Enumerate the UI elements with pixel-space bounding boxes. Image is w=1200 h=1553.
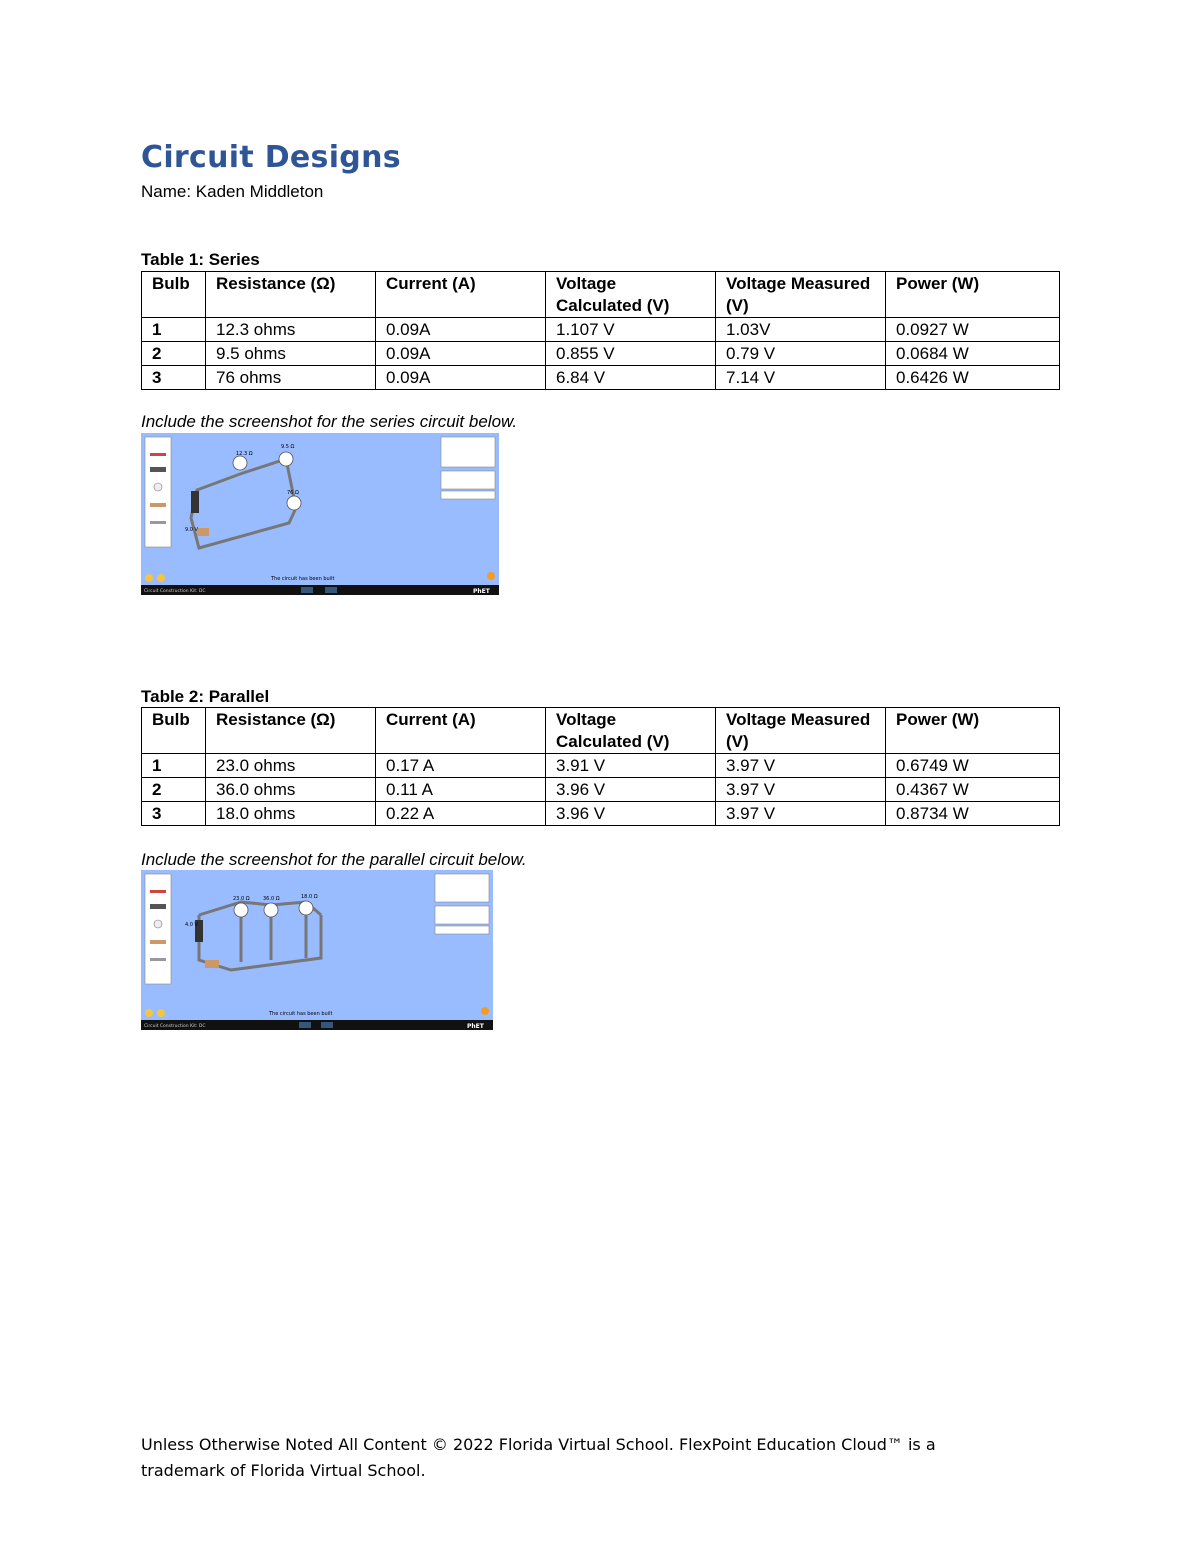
cell-voltage-calculated: 1.107 V	[546, 318, 716, 342]
cell-current: 0.09A	[376, 342, 546, 366]
footer-line-2: trademark of Florida Virtual School.	[141, 1461, 426, 1480]
header-power: Power (W)	[886, 272, 1060, 318]
label-bulb-2: 36.0 Ω	[263, 896, 280, 902]
cell-resistance: 9.5 ohms	[206, 342, 376, 366]
cell-voltage-measured: 0.79 V	[716, 342, 886, 366]
header-voltage-measured: Voltage Measured (V)	[716, 708, 886, 754]
cell-voltage-calculated: 0.855 V	[546, 342, 716, 366]
header-resistance: Resistance (Ω)	[206, 708, 376, 754]
header-current: Current (A)	[376, 272, 546, 318]
sim-status-text: The circuit has been built	[271, 576, 335, 582]
cell-voltage-calculated: 3.91 V	[546, 754, 716, 778]
table-row	[142, 366, 1060, 390]
series-table	[141, 271, 1060, 390]
switch-tool-icon[interactable]	[150, 958, 166, 961]
phet-logo[interactable]: PhET	[473, 588, 490, 595]
table-header-row	[142, 708, 1060, 754]
options-panel[interactable]	[435, 874, 489, 902]
table-row	[142, 342, 1060, 366]
header-current: Current (A)	[376, 708, 546, 754]
zoom-out-icon[interactable]	[157, 1009, 165, 1017]
label-bulb-3: 76 Ω	[287, 490, 299, 496]
cell-voltage-calculated: 3.96 V	[546, 778, 716, 802]
battery[interactable]	[191, 491, 199, 513]
screen-tab[interactable]	[321, 1022, 333, 1028]
cell-voltage-measured: 7.14 V	[716, 366, 886, 390]
series-circuit-screenshot	[141, 433, 499, 595]
bulb-tool-icon[interactable]	[154, 483, 162, 491]
series-instruction: Include the screenshot for the series circuit below.	[141, 412, 518, 431]
label-battery: 9.0 V	[185, 527, 198, 533]
cell-resistance: 76 ohms	[206, 366, 376, 390]
cell-resistance: 36.0 ohms	[206, 778, 376, 802]
table2-caption: Table 2: Parallel	[141, 687, 270, 706]
sim-status-text: The circuit has been built	[269, 1011, 333, 1017]
header-power: Power (W)	[886, 708, 1060, 754]
switch-tool-icon[interactable]	[150, 521, 166, 524]
checkbox-panel[interactable]	[441, 491, 495, 499]
table-row	[142, 754, 1060, 778]
cell-current: 0.09A	[376, 366, 546, 390]
resistor-tool-icon[interactable]	[150, 940, 166, 944]
sim-title: Circuit Construction Kit: DC	[144, 589, 206, 594]
cell-resistance: 12.3 ohms	[206, 318, 376, 342]
cell-current: 0.17 A	[376, 754, 546, 778]
cell-bulb: 3	[142, 366, 206, 390]
copyright-footer	[141, 1432, 1041, 1484]
bulb-1[interactable]	[233, 456, 247, 470]
table1-caption: Table 1: Series	[141, 250, 260, 269]
cell-bulb: 2	[142, 778, 206, 802]
cell-voltage-calculated: 6.84 V	[546, 366, 716, 390]
cell-voltage-measured: 1.03V	[716, 318, 886, 342]
header-voltage-calculated: Voltage Calculated (V)	[546, 272, 716, 318]
cell-voltage-measured: 3.97 V	[716, 802, 886, 826]
zoom-in-icon[interactable]	[145, 1009, 153, 1017]
bulb-tool-icon[interactable]	[154, 920, 162, 928]
zoom-out-icon[interactable]	[157, 574, 165, 582]
cell-bulb: 1	[142, 318, 206, 342]
cell-power: 0.0927 W	[886, 318, 1060, 342]
label-battery: 4.0 V	[185, 922, 198, 928]
screen-tab[interactable]	[301, 587, 313, 593]
label-bulb-3: 18.0 Ω	[301, 894, 318, 900]
bulb-1[interactable]	[234, 903, 248, 917]
parallel-circuit-screenshot	[141, 870, 493, 1030]
cell-resistance: 18.0 ohms	[206, 802, 376, 826]
cell-bulb: 2	[142, 342, 206, 366]
parallel-table	[141, 707, 1060, 826]
bulb-3[interactable]	[287, 496, 301, 510]
label-bulb-1: 12.3 Ω	[236, 451, 253, 457]
cell-power: 0.6426 W	[886, 366, 1060, 390]
cell-current: 0.11 A	[376, 778, 546, 802]
cell-voltage-calculated: 3.96 V	[546, 802, 716, 826]
label-bulb-1: 23.0 Ω	[233, 896, 250, 902]
cell-power: 0.8734 W	[886, 802, 1060, 826]
cell-resistance: 23.0 ohms	[206, 754, 376, 778]
wire-tool-icon[interactable]	[150, 453, 166, 456]
resistor-tool-icon[interactable]	[150, 503, 166, 507]
checkbox-panel[interactable]	[435, 926, 489, 934]
phet-logo[interactable]: PhET	[467, 1023, 484, 1030]
table-row	[142, 802, 1060, 826]
cell-bulb: 3	[142, 802, 206, 826]
screen-tab[interactable]	[325, 587, 337, 593]
reset-icon[interactable]	[481, 1007, 489, 1015]
parallel-instruction: Include the screenshot for the parallel circuit below.	[141, 850, 527, 869]
zoom-in-icon[interactable]	[145, 574, 153, 582]
bulb-3[interactable]	[299, 901, 313, 915]
bulb-2[interactable]	[264, 903, 278, 917]
header-voltage-calculated: Voltage Calculated (V)	[546, 708, 716, 754]
table-header-row	[142, 272, 1060, 318]
reset-icon[interactable]	[487, 572, 495, 580]
page-title: Circuit Designs	[141, 140, 401, 175]
sim-title: Circuit Construction Kit: DC	[144, 1024, 206, 1029]
cell-power: 0.4367 W	[886, 778, 1060, 802]
cell-bulb: 1	[142, 754, 206, 778]
cell-current: 0.22 A	[376, 802, 546, 826]
tools-panel[interactable]	[441, 471, 495, 489]
tools-panel[interactable]	[435, 906, 489, 924]
cell-power: 0.6749 W	[886, 754, 1060, 778]
options-panel[interactable]	[441, 437, 495, 467]
bulb-2[interactable]	[279, 452, 293, 466]
table-row	[142, 778, 1060, 802]
cell-voltage-measured: 3.97 V	[716, 778, 886, 802]
wire-tool-icon[interactable]	[150, 890, 166, 893]
label-bulb-2: 9.5 Ω	[281, 444, 295, 450]
header-resistance: Resistance (Ω)	[206, 272, 376, 318]
cell-current: 0.09A	[376, 318, 546, 342]
table-row	[142, 318, 1060, 342]
screen-tab[interactable]	[299, 1022, 311, 1028]
cell-voltage-measured: 3.97 V	[716, 754, 886, 778]
header-bulb: Bulb	[142, 708, 206, 754]
battery-tool-icon[interactable]	[150, 904, 166, 909]
cell-power: 0.0684 W	[886, 342, 1060, 366]
resistor[interactable]	[205, 960, 219, 968]
student-name: Name: Kaden Middleton	[141, 182, 324, 201]
header-voltage-measured: Voltage Measured (V)	[716, 272, 886, 318]
battery-tool-icon[interactable]	[150, 467, 166, 472]
footer-line-1: Unless Otherwise Noted All Content © 2022 Florida Virtual School. FlexPoint Education Cloud™ is a	[141, 1435, 936, 1454]
header-bulb: Bulb	[142, 272, 206, 318]
resistor[interactable]	[197, 528, 209, 536]
